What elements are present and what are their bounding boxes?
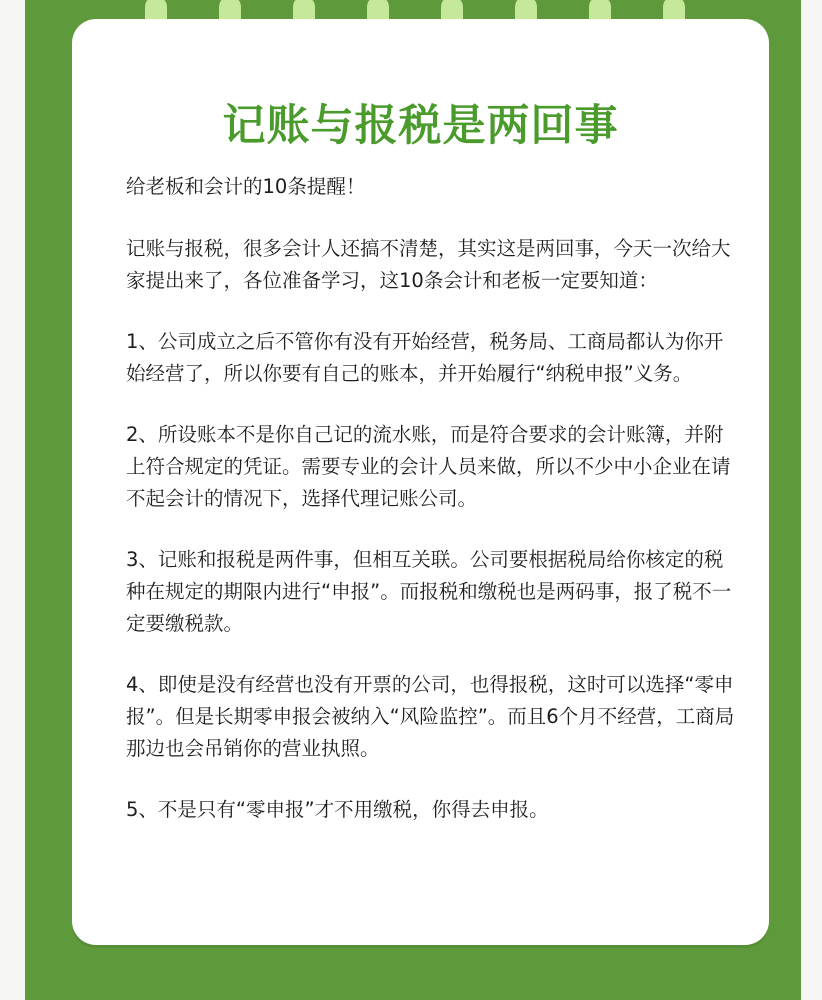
article-body (126, 171, 736, 855)
reminder-item-2: 2、所设账本不是你自己记的流水账，而是符合要求的会计账簿，并附上符合规定的凭证。需要专业的会计人员来做，所以不少中小企业在请不起会计的情况下，选择代理记账公司。 (126, 423, 731, 510)
reminder-item-4: 4、即使是没有经营也没有开票的公司，也得报税，这时可以选择“零申报”。但是长期零申报会被纳入“风险监控”。而且6个月不经营，工商局那边也会吊销你的营业执照。 (126, 673, 735, 760)
reminder-item-5: 5、不是只有“零申报”才不用缴税，你得去申报。 (126, 798, 549, 821)
note-paper (72, 19, 769, 945)
intro-paragraph: 记账与报税，很多会计人还搞不清楚，其实这是两回事，今天一次给大家提出来了，各位准备学习，这10条会计和老板一定要知道： (126, 237, 731, 292)
notepad-frame (25, 0, 801, 1000)
reminder-item-1: 1、公司成立之后不管你有没有开始经营，税务局、工商局都认为你开始经营了，所以你要有自己的账本，并开始履行“纳税申报”义务。 (126, 330, 724, 385)
page-title: 记账与报税是两回事 (222, 101, 619, 151)
reminder-item-3: 3、记账和报税是两件事，但相互关联。公司要根据税局给你核定的税种在规定的期限内进行“申报”。而报税和缴税也是两码事，报了税不一定要缴税款。 (126, 548, 732, 635)
subtitle: 给老板和会计的10条提醒！ (126, 175, 366, 198)
